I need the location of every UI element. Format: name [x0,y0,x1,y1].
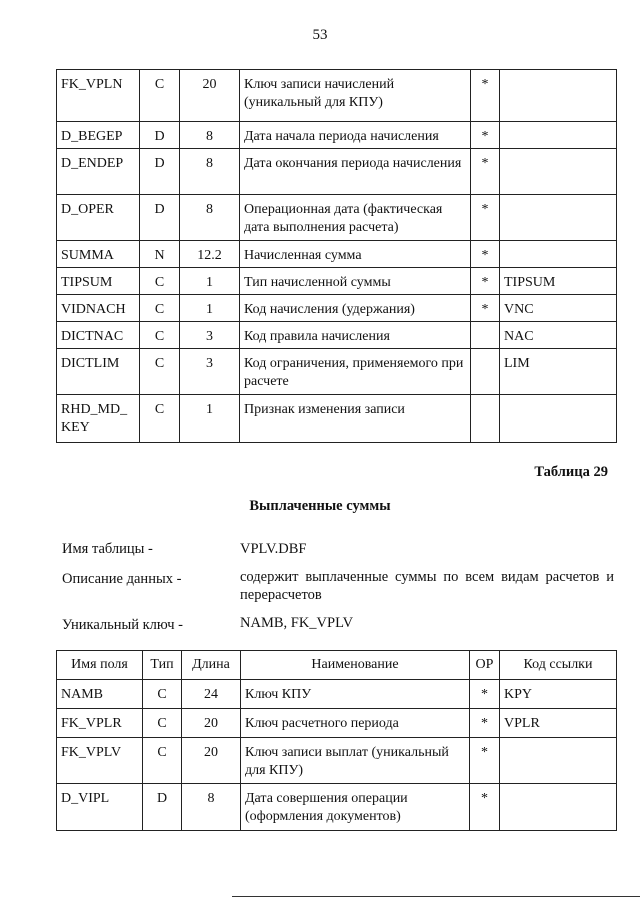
fields-table-upper [56,69,617,443]
field-length: 24 [182,680,241,709]
table-row [57,295,617,322]
field-required: * [470,738,500,784]
data-description-label: Описание данных - [62,571,182,587]
field-required [471,322,500,349]
field-length: 3 [180,322,240,349]
field-reference [500,784,617,831]
field-length: 20 [182,709,241,738]
field-type: C [140,295,180,322]
field-reference: KPY [500,680,617,709]
field-name: RHD_MD_ KEY [57,395,140,443]
field-type: C [143,738,182,784]
field-type: C [140,322,180,349]
header-length: Длина [182,651,241,680]
field-description: Признак изменения записи [240,395,471,443]
field-type: C [140,349,180,395]
field-type: D [140,149,180,195]
table-name-value: VPLV.DBF [240,541,307,557]
field-reference: VNC [500,295,617,322]
field-type: D [143,784,182,831]
field-type: C [143,709,182,738]
table-row [57,709,617,738]
field-description: Код начисления (удержания) [240,295,471,322]
field-required: * [471,149,500,195]
field-description: Дата окончания периода начисления [240,149,471,195]
table-row [57,395,617,443]
field-name: D_VIPL [57,784,143,831]
table-row [57,322,617,349]
field-length: 8 [182,784,241,831]
field-name: D_BEGEP [57,122,140,149]
field-name: FK_VPLN [57,70,140,122]
field-reference: VPLR [500,709,617,738]
field-name: VIDNACH [57,295,140,322]
field-required: * [471,122,500,149]
fields-table-lower-body [57,680,617,831]
field-description: Код правила начисления [240,322,471,349]
field-description: Код ограничения, применяемого при расчете [240,349,471,395]
table-name-label: Имя таблицы - [62,541,153,557]
field-description: Ключ расчетного периода [241,709,470,738]
field-name: TIPSUM [57,268,140,295]
table-row [57,122,617,149]
field-length: 1 [180,268,240,295]
field-description: Операционная дата (фактическая дата выполнения расчета) [240,195,471,241]
field-type: D [140,122,180,149]
field-reference [500,149,617,195]
field-name: NAMB [57,680,143,709]
field-required [471,349,500,395]
field-type: D [140,195,180,241]
field-type: C [143,680,182,709]
field-name: DICTLIM [57,349,140,395]
table-row [57,241,617,268]
table-header-row [57,651,617,680]
field-required [471,395,500,443]
table-caption: Таблица 29 [534,464,608,480]
field-description: Дата начала периода начисления [240,122,471,149]
field-length: 1 [180,295,240,322]
table-row [57,738,617,784]
field-name: D_ENDEP [57,149,140,195]
header-field-name: Имя поля [57,651,143,680]
field-required: * [471,195,500,241]
field-name: FK_VPLV [57,738,143,784]
field-required: * [471,295,500,322]
data-description-value: содержит выплаченные суммы по всем видам расчетов и перерасчетов [240,569,614,603]
field-reference [500,122,617,149]
table-row [57,70,617,122]
table-title: Выплаченные суммы [249,498,391,514]
table-row [57,268,617,295]
field-reference: NAC [500,322,617,349]
field-name: FK_VPLR [57,709,143,738]
field-type: N [140,241,180,268]
field-length: 8 [180,149,240,195]
field-name: DICTNAC [57,322,140,349]
field-required: * [470,784,500,831]
field-reference [500,241,617,268]
bottom-divider [232,896,640,897]
table-row [57,195,617,241]
fields-table-upper-body [57,70,617,443]
field-required: * [470,709,500,738]
table-row [57,149,617,195]
field-required: * [471,268,500,295]
field-length: 1 [180,395,240,443]
unique-key-label: Уникальный ключ - [62,617,183,633]
field-required: * [470,680,500,709]
field-length: 8 [180,122,240,149]
page-number: 53 [312,27,328,43]
field-reference: LIM [500,349,617,395]
field-length: 8 [180,195,240,241]
field-type: C [140,268,180,295]
field-description: Тип начисленной суммы [240,268,471,295]
table-row [57,349,617,395]
field-type: C [140,395,180,443]
field-description: Ключ записи начислений (уникальный для КПУ) [240,70,471,122]
field-reference: TIPSUM [500,268,617,295]
table-row [57,784,617,831]
fields-table-lower [56,650,617,831]
field-reference [500,738,617,784]
field-length: 20 [182,738,241,784]
unique-key-value: NAMB, FK_VPLV [240,615,354,631]
field-length: 12.2 [180,241,240,268]
field-description: Начисленная сумма [240,241,471,268]
field-length: 20 [180,70,240,122]
header-required: ОР [470,651,500,680]
field-description: Ключ КПУ [241,680,470,709]
header-reference-code: Код ссылки [500,651,617,680]
field-length: 3 [180,349,240,395]
field-type: C [140,70,180,122]
header-type: Тип [143,651,182,680]
field-reference [500,70,617,122]
field-name: SUMMA [57,241,140,268]
field-description: Дата совершения операции (оформления документов) [241,784,470,831]
field-reference [500,195,617,241]
field-description: Ключ записи выплат (уникальный для КПУ) [241,738,470,784]
field-required: * [471,70,500,122]
table-row [57,680,617,709]
field-name: D_OPER [57,195,140,241]
field-required: * [471,241,500,268]
header-description: Наименование [241,651,470,680]
field-reference [500,395,617,443]
